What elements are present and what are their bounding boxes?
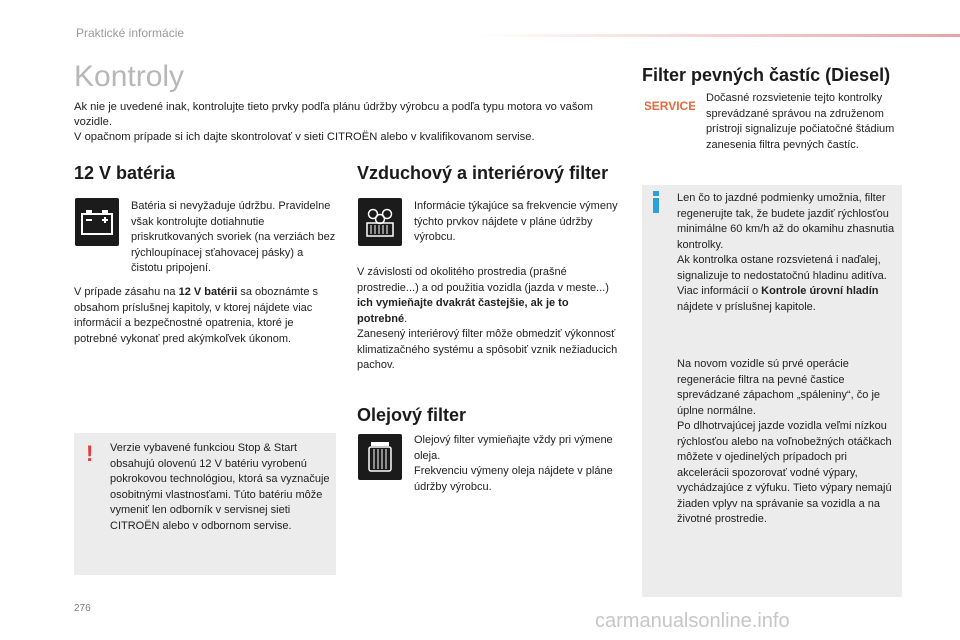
oil-filter-heading: Olejový filter: [357, 405, 467, 425]
battery-heading: 12 V batéria: [74, 163, 176, 183]
page-title: Kontroly: [74, 60, 185, 93]
particle-filter-info-text-2: Na novom vozidle sú prvé operácie regenerácie filtra na pevné častice sprevádzané zápachom „spáleniny“, čo je úplne normálne. Po dlhotrvajúcej jazde vozidla veľmi nízkou rýchlosťou alebo na voľnobežných otáčkach môžete v ojedinelých prípadoch pri akcelerácii spozorovať vodné výpary, vychádzajúce z výfuku. Tieto výpary nemajú žiaden vplyv na správanie sa vozidla a na životné prostredie.: [677, 358, 892, 525]
header-bar: [480, 34, 960, 37]
battery-icon: [75, 198, 119, 246]
particle-filter-info-text-1: Len čo to jazdné podmienky umožnia, filter regenerujte tak, že budete jazdiť rýchlosťou minimálne 60 km/h až do okamihu zhasnutia kontrolky. Ak kontrolka ostane rozsvietená i naďalej, signalizuje to nedostatočnú hladinu aditíva. Viac informácií o Kontrole úrovní hladín nájdete v príslušnej kapitole.: [677, 192, 895, 313]
watermark: carmanualsonline.info: [595, 610, 790, 632]
oil-filter-text: Olejový filter vymieňajte vždy pri výmene oleja. Frekvenciu výmeny oleja nájdete v pláne údržby výrobcu.: [414, 434, 613, 493]
page-number: 276: [74, 603, 91, 614]
service-warning-icon: [645, 94, 695, 116]
section-label: Praktické informácie: [76, 26, 185, 40]
air-filter-heading: Vzduchový a interiérový filter: [357, 163, 609, 183]
info-icon: [652, 191, 660, 213]
battery-text-2: V prípade zásahu na 12 V batérii sa oboznámte s obsahom príslušnej kapitoly, v ktorej nájdete viac informácií a bezpečnostné opatrenia, ktoré je potrebné vykonať pred akýmkoľvek úkonom.: [74, 286, 318, 345]
particle-filter-text: Dočasné rozsvietenie tejto kontrolky sprevádzané správou na združenom prístroji signalizuje počiatočné štádium zanesenia filtra pevných častíc.: [706, 92, 895, 151]
air-filter-icon: [358, 198, 402, 246]
svg-text:SERVICE: SERVICE: [645, 99, 695, 113]
particle-filter-heading: Filter pevných častíc (Diesel): [642, 65, 891, 85]
battery-text-1: Batéria si nevyžaduje údržbu. Pravidelne však kontrolujte dotiahnutie priskrutkovaných svoriek (na verziách bez rýchloupínacej sťahovacej pásky) a čistotu pripojení.: [131, 200, 336, 274]
air-filter-text-1: Informácie týkajúce sa frekvencie výmeny týchto prvkov nájdete v pláne údržby výrobcu.: [414, 200, 618, 243]
intro-text: [74, 100, 614, 145]
air-filter-text-2: V závislosti od okolitého prostredia (prašné prostredie...) a od použitia vozidla (jazda v meste...) ich vymieňajte dvakrát častejšie, ak je to potrebné. Zanesený interiérový filter môže obmedziť výkonnosť klimatizačného systému a spôsobiť vznik nežiaducich pachov.: [357, 266, 618, 371]
warning-icon: !: [86, 441, 94, 466]
battery-warning-text: Verzie vybavené funkciou Stop & Start obsahujú olovenú 12 V batériu vyrobenú pokrokovou technológiou, ktorá sa vyznačuje osobitnými vlastnosťami. Túto batériu môže vymeniť len odborník v servisnej sieti CITROËN alebo v odbornom servise.: [110, 442, 330, 532]
oil-filter-icon: [358, 434, 402, 480]
intro-line-2: V opačnom prípade si ich dajte skontrolovať v sieti CITROËN alebo v kvalifikovanom servise.: [74, 131, 535, 143]
intro-line-1: Ak nie je uvedené inak, kontrolujte tieto prvky podľa plánu údržby výrobcu a podľa typu motora vo vašom vozidle.: [74, 101, 593, 128]
